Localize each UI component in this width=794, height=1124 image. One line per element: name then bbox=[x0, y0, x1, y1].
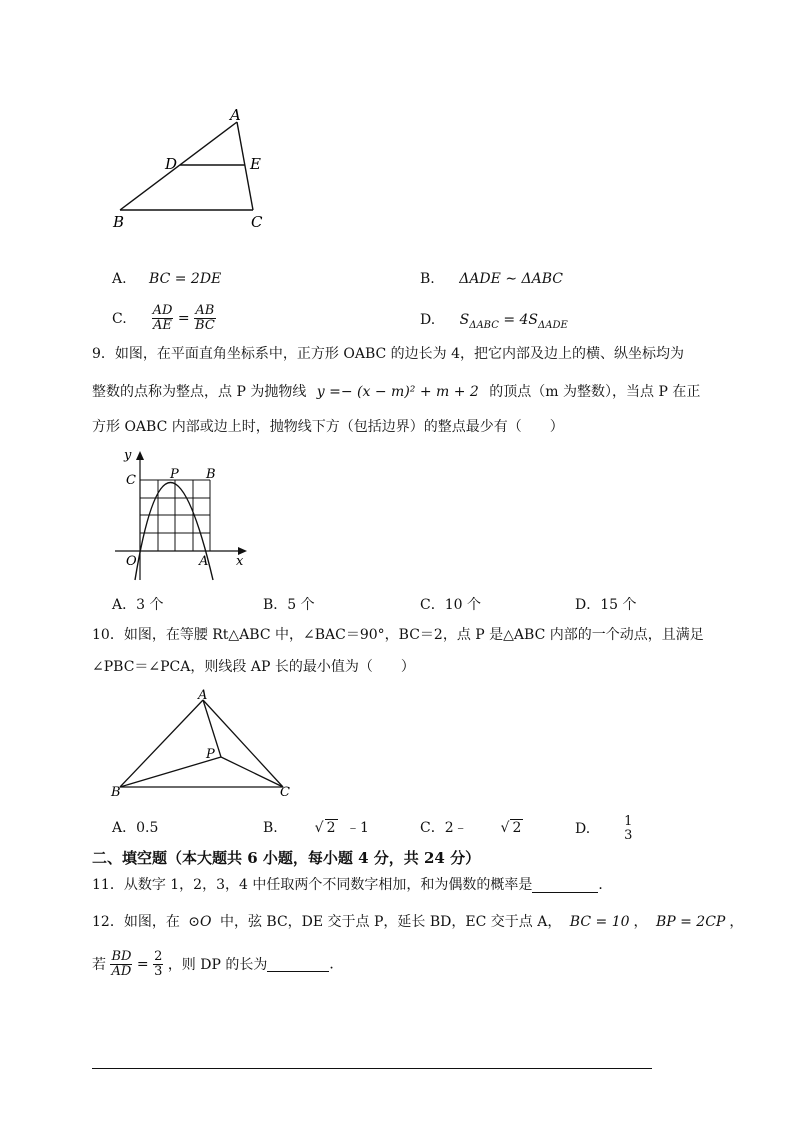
q9-option-b[interactable]: B．5 个 bbox=[263, 597, 315, 613]
parabola-formula: y =− (x − m)² + m + 2 bbox=[316, 384, 479, 400]
option-letter: C. bbox=[112, 310, 127, 327]
option-letter: D. bbox=[420, 312, 436, 328]
label-a: A bbox=[230, 106, 241, 124]
q8-option-a[interactable] bbox=[112, 271, 221, 287]
q12-line-2: 若 $\frac{BD}{AD}$ = $\frac{2}{3}$ ，则 DP 的长为 ． bbox=[92, 949, 344, 979]
figure-triangle-ade-abc bbox=[105, 100, 285, 235]
answer-blank[interactable] bbox=[532, 878, 598, 893]
q10-option-c[interactable]: C．2﹣ √ 2 bbox=[420, 820, 522, 836]
q12-line-1: 12．如图，在 ⊙O 中，弦 BC，DE 交于点 P，延长 BD，EC 交于点 A， BC = 10 ， BP = 2CP ， bbox=[92, 914, 744, 930]
label-b: B bbox=[206, 467, 216, 482]
label-a: A bbox=[199, 554, 209, 569]
fraction-ab-bc: $\frac{AB}{BC}$ bbox=[195, 303, 215, 333]
q9-option-a[interactable]: A．3 个 bbox=[112, 597, 164, 613]
label-b: B bbox=[111, 785, 121, 800]
q11-text: 11．从数字 1，2，3，4 中任取两个不同数字相加，和为偶数的概率是 ． bbox=[92, 877, 613, 893]
q10-option-d[interactable]: D. 1 3 bbox=[575, 814, 633, 843]
fraction-ad-ae: $\frac{AD}{AE}$ bbox=[152, 303, 173, 333]
label-x: x bbox=[236, 554, 244, 569]
q10-line-1: 10．如图，在等腰 Rt△ABC 中，∠BAC＝90°，BC＝2，点 P 是△ABC 内部的一个动点，且满足 bbox=[92, 627, 704, 643]
label-o: O bbox=[126, 554, 137, 569]
equals-sign: = bbox=[177, 310, 190, 327]
section-heading-fill-in: 二、填空题（本大题共 6 小题，每小题 4 分，共 24 分） bbox=[92, 849, 481, 867]
label-c: C bbox=[280, 785, 290, 800]
q9-line-3: 方形 OABC 内部或边上时，抛物线下方（包括边界）的整点最少有（ ） bbox=[92, 419, 564, 435]
q9-option-d[interactable]: D．15 个 bbox=[575, 597, 637, 613]
grid-lines bbox=[140, 480, 210, 551]
q10-option-b[interactable]: B. √ 2 ﹣1 bbox=[263, 820, 369, 836]
label-c: C bbox=[251, 213, 263, 231]
label-c: C bbox=[126, 473, 136, 488]
option-text: ΔADE ∼ ΔABC bbox=[459, 271, 563, 287]
sqrt-two: √ 2 bbox=[500, 820, 522, 836]
segment-pc bbox=[221, 757, 283, 787]
sqrt-two: √ 2 bbox=[314, 820, 336, 836]
fraction-two-thirds: $\frac{2}{3}$ bbox=[154, 949, 163, 979]
q9-option-c[interactable]: C．10 个 bbox=[420, 597, 481, 613]
side-ab bbox=[120, 700, 203, 787]
label-p: P bbox=[206, 747, 215, 762]
label-a: A bbox=[198, 688, 208, 703]
option-text: BC = 2DE bbox=[149, 271, 222, 287]
figure-right-triangle-point-p bbox=[105, 688, 305, 803]
footer-rule bbox=[92, 1068, 652, 1069]
q8-option-d[interactable] bbox=[420, 312, 568, 334]
y-axis-arrow bbox=[136, 451, 144, 460]
fraction-one-third: 1 3 bbox=[624, 814, 633, 843]
side-ab bbox=[120, 122, 237, 210]
option-letter: B. bbox=[420, 271, 435, 287]
option-text: $S_{\Delta ABC} = 4S_{\Delta ADE}$ bbox=[459, 312, 568, 331]
q10-option-a[interactable]: A．0.5 bbox=[112, 820, 159, 836]
label-y: y bbox=[124, 448, 132, 463]
q8-option-b[interactable] bbox=[420, 271, 563, 287]
q8-option-c[interactable] bbox=[112, 304, 216, 333]
q9-line-2: 整数的点称为整点，点 P 为抛物线 y =− (x − m)² + m + 2 的顶点（m 为整数），当点 P 在正 bbox=[92, 384, 701, 400]
label-e: E bbox=[250, 155, 261, 173]
fraction-bd-ad: $\frac{BD}{AD}$ bbox=[111, 949, 132, 979]
figure-coordinate-grid-parabola bbox=[110, 445, 255, 590]
label-p: P bbox=[170, 467, 179, 482]
q10-line-2: ∠PBC＝∠PCA，则线段 AP 长的最小值为（ ） bbox=[92, 659, 415, 675]
side-ac bbox=[203, 700, 283, 787]
label-d: D bbox=[165, 155, 178, 173]
answer-blank[interactable] bbox=[267, 957, 329, 972]
q9-line-1: 9．如图，在平面直角坐标系中，正方形 OABC 的边长为 4，把它内部及边上的横、纵坐标均为 bbox=[92, 346, 685, 362]
label-b: B bbox=[113, 213, 125, 231]
circle-o: ⊙O bbox=[188, 914, 212, 930]
option-letter: A. bbox=[112, 271, 127, 287]
